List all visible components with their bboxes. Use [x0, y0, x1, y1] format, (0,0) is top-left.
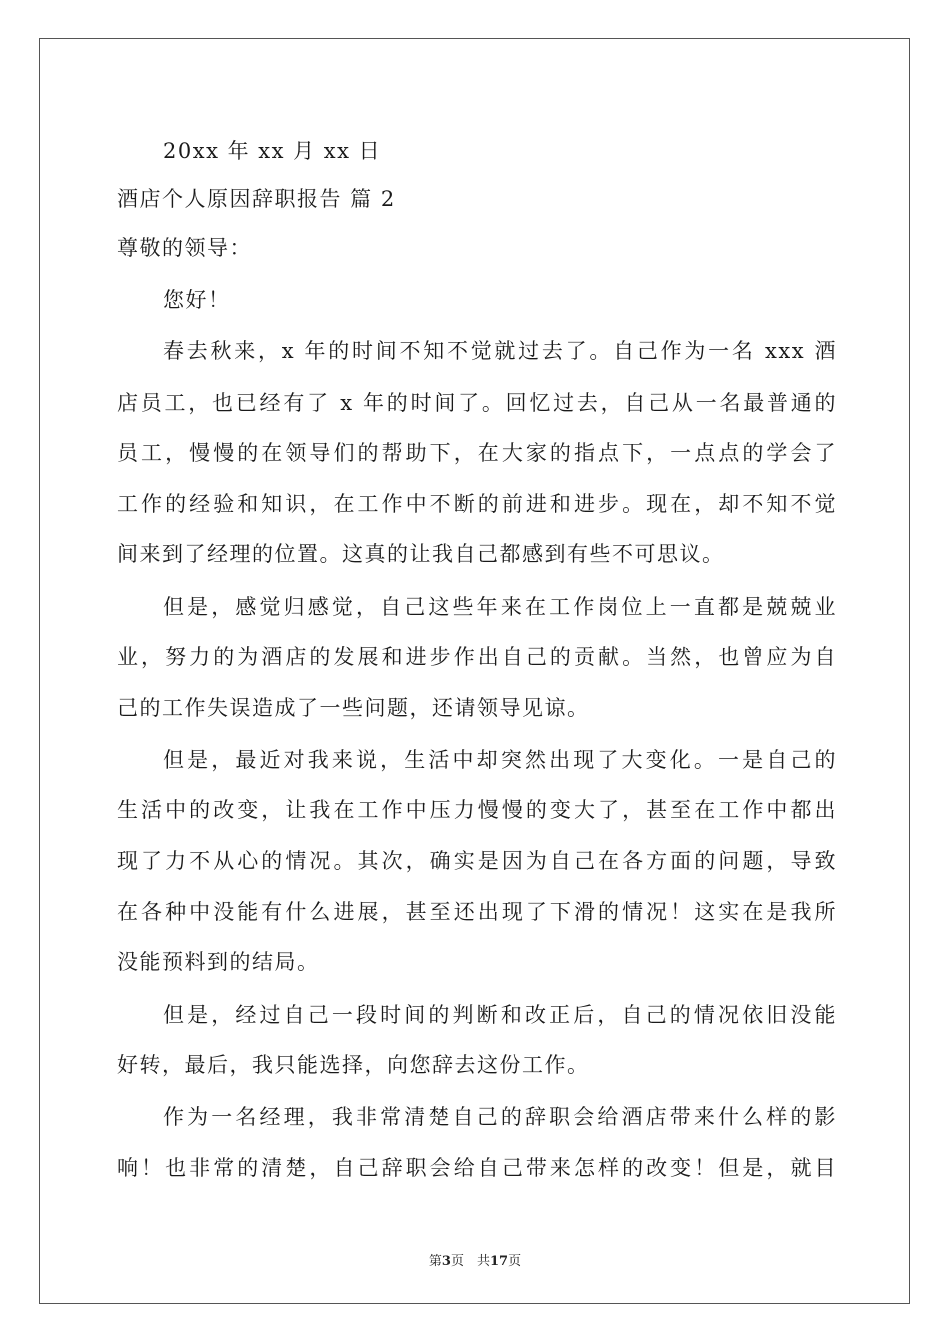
paragraph-line: 响！也非常的清楚，自己辞职会给自己带来怎样的改变！但是，就目 — [117, 1156, 837, 1180]
paragraph-line: 己的工作失误造成了一些问题，还请领导见谅。 — [117, 696, 590, 720]
page-footer — [0, 1250, 950, 1269]
paragraph-line: 业，努力的为酒店的发展和进步作出自己的贡献。当然，也曾应为自 — [117, 645, 837, 669]
paragraph-line: 但是，最近对我来说，生活中却突然出现了大变化。一是自己的 — [163, 748, 837, 772]
page-total: 17 — [489, 1254, 509, 1269]
page-suffix: 页 — [508, 1254, 522, 1269]
paragraph-line: 但是，感觉归感觉，自己这些年来在工作岗位上一直都是兢兢业 — [163, 595, 837, 619]
paragraph-line: 员工，慢慢的在领导们的帮助下，在大家的指点下，一点点的学会了 — [117, 441, 837, 465]
greeting: 您好！ — [163, 288, 231, 312]
page-prefix: 第 — [428, 1254, 442, 1269]
page-mid: 页 共 — [450, 1254, 490, 1269]
paragraph-line: 间来到了经理的位置。这真的让我自己都感到有些不可思议。 — [117, 542, 725, 566]
paragraph-line: 没能预料到的结局。 — [117, 950, 320, 974]
paragraph-line: 工作的经验和知识，在工作中不断的前进和进步。现在，却不知不觉 — [117, 492, 837, 516]
salutation: 尊敬的领导： — [117, 236, 252, 260]
paragraph-line: 但是，经过自己一段时间的判断和改正后，自己的情况依旧没能 — [163, 1003, 837, 1027]
page-current: 3 — [441, 1254, 451, 1269]
paragraph-line: 作为一名经理，我非常清楚自己的辞职会给酒店带来什么样的影 — [163, 1105, 837, 1129]
paragraph-line: 店员工，也已经有了 x 年的时间了。回忆过去，自己从一名最普通的 — [117, 391, 837, 415]
paragraph-line: 春去秋来，x 年的时间不知不觉就过去了。自己作为一名 xxx 酒 — [163, 339, 837, 363]
paragraph-line: 生活中的改变，让我在工作中压力慢慢的变大了，甚至在工作中都出 — [117, 798, 837, 822]
paragraph-line: 现了力不从心的情况。其次，确实是因为自己在各方面的问题，导致 — [117, 849, 837, 873]
date-line: 20xx 年 xx 月 xx 日 — [163, 139, 382, 163]
paragraph-line: 在各种中没能有什么进展，甚至还出现了下滑的情况！这实在是我所 — [117, 900, 837, 924]
section-title: 酒店个人原因辞职报告 篇 2 — [117, 187, 396, 211]
paragraph-line: 好转，最后，我只能选择，向您辞去这份工作。 — [117, 1053, 590, 1077]
